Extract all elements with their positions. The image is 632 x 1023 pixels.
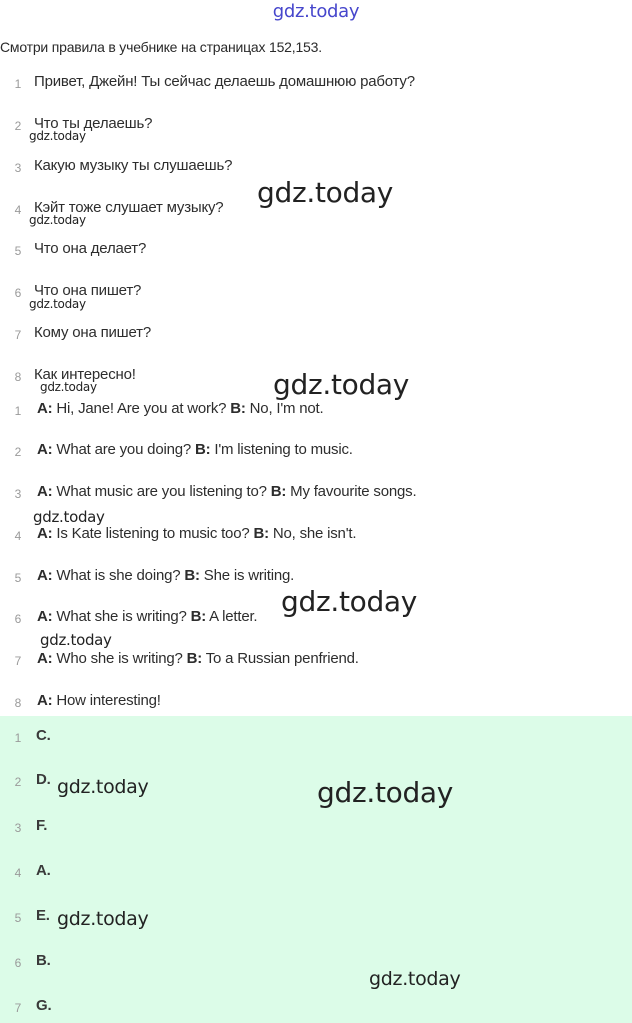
watermark: gdz.today	[257, 176, 394, 209]
watermark: gdz.today	[29, 297, 86, 311]
item-number: 1	[14, 77, 22, 91]
speaker-a-label: A:	[37, 692, 53, 709]
speaker-a-label: A:	[37, 525, 53, 542]
answer-letter: A.	[36, 862, 51, 879]
item-number: 2	[14, 119, 22, 133]
item-number: 8	[14, 370, 22, 384]
item-number: 7	[14, 654, 22, 668]
item-number: 3	[14, 487, 22, 501]
speaker-b-line: To a Russian penfriend.	[202, 650, 359, 667]
speaker-a-label: A:	[37, 650, 53, 667]
dialogue-text	[37, 567, 294, 584]
dialogue-text	[37, 441, 353, 458]
watermark: gdz.today	[57, 908, 149, 930]
watermark: gdz.today	[317, 776, 454, 809]
item-text: Что она делает?	[34, 240, 147, 257]
dialogue-text	[37, 483, 416, 500]
speaker-b-label: B:	[186, 650, 203, 667]
speaker-b-line: A letter.	[206, 608, 258, 625]
answer-letter: D.	[36, 771, 51, 788]
item-number: 4	[14, 529, 22, 543]
speaker-a-line: What music are you listening to?	[52, 483, 271, 500]
item-number: 4	[14, 866, 22, 880]
dialogue-text	[37, 608, 257, 625]
answer-letter: G.	[36, 997, 52, 1014]
item-number: 5	[14, 571, 22, 585]
answers-panel	[0, 716, 632, 1023]
item-number: 6	[14, 612, 22, 626]
speaker-b-line: No, I'm not.	[245, 400, 324, 417]
speaker-a-label: A:	[37, 400, 53, 417]
item-text: Как интересно!	[34, 366, 136, 383]
item-text: Что ты делаешь?	[34, 115, 153, 132]
item-number: 1	[14, 404, 22, 418]
speaker-a-line: What is she doing?	[52, 567, 185, 584]
item-text: Кэйт тоже слушает музыку?	[34, 199, 224, 216]
watermark: gdz.today	[40, 380, 97, 394]
speaker-b-line: No, she isn't.	[268, 525, 357, 542]
speaker-a-line: Who she is writing?	[52, 650, 187, 667]
item-number: 7	[14, 1001, 22, 1015]
item-text: Что она пишет?	[34, 282, 142, 299]
speaker-b-label: B:	[195, 441, 211, 458]
speaker-a-label: A:	[37, 608, 53, 625]
answer-letter: B.	[36, 952, 51, 969]
speaker-b-label: B:	[270, 483, 287, 500]
speaker-b-line: She is writing.	[199, 567, 295, 584]
watermark: gdz.today	[29, 129, 86, 143]
speaker-a-line: What are you doing?	[52, 441, 195, 458]
watermark: gdz.today	[40, 631, 112, 649]
item-number: 2	[14, 445, 22, 459]
speaker-a-line: Hi, Jane! Are you at work?	[52, 400, 231, 417]
dialogue-text	[37, 692, 161, 709]
dialogue-text	[37, 525, 356, 542]
watermark: gdz.today	[369, 968, 461, 990]
answer-letter: F.	[36, 817, 48, 834]
dialogue-text	[37, 400, 324, 417]
answer-letter: C.	[36, 727, 51, 744]
speaker-b-label: B:	[184, 567, 200, 584]
item-number: 7	[14, 328, 22, 342]
item-number: 3	[14, 821, 22, 835]
speaker-b-line: I'm listening to music.	[210, 441, 353, 458]
watermark: gdz.today	[33, 508, 105, 526]
watermark: gdz.today	[273, 368, 410, 401]
speaker-b-label: B:	[230, 400, 246, 417]
speaker-b-label: B:	[190, 608, 207, 625]
watermark: gdz.today	[281, 585, 418, 618]
intro-text: Смотри правила в учебнике на страницах 152,153.	[0, 39, 322, 55]
item-number: 5	[14, 911, 22, 925]
speaker-a-label: A:	[37, 567, 53, 584]
speaker-b-line: My favourite songs.	[286, 483, 417, 500]
item-text: Привет, Джейн! Ты сейчас делаешь домашнюю работу?	[34, 73, 415, 90]
speaker-a-line: What she is writing?	[52, 608, 191, 625]
speaker-a-label: A:	[37, 483, 53, 500]
item-number: 5	[14, 244, 22, 258]
speaker-a-line: How interesting!	[52, 692, 161, 709]
item-number: 6	[14, 286, 22, 300]
watermark: gdz.today	[57, 776, 149, 798]
item-text: Какую музыку ты слушаешь?	[34, 157, 233, 174]
item-number: 3	[14, 161, 22, 175]
speaker-a-line: Is Kate listening to music too?	[52, 525, 254, 542]
item-number: 1	[14, 731, 22, 745]
item-number: 8	[14, 696, 22, 710]
speaker-a-label: A:	[37, 441, 53, 458]
item-text: Кому она пишет?	[34, 324, 151, 341]
item-number: 4	[14, 203, 22, 217]
dialogue-text	[37, 650, 359, 667]
answer-letter: E.	[36, 907, 50, 924]
item-number: 6	[14, 956, 22, 970]
site-logo[interactable]: gdz.today	[272, 1, 360, 22]
speaker-b-label: B:	[253, 525, 269, 542]
item-number: 2	[14, 775, 22, 789]
watermark: gdz.today	[29, 213, 86, 227]
